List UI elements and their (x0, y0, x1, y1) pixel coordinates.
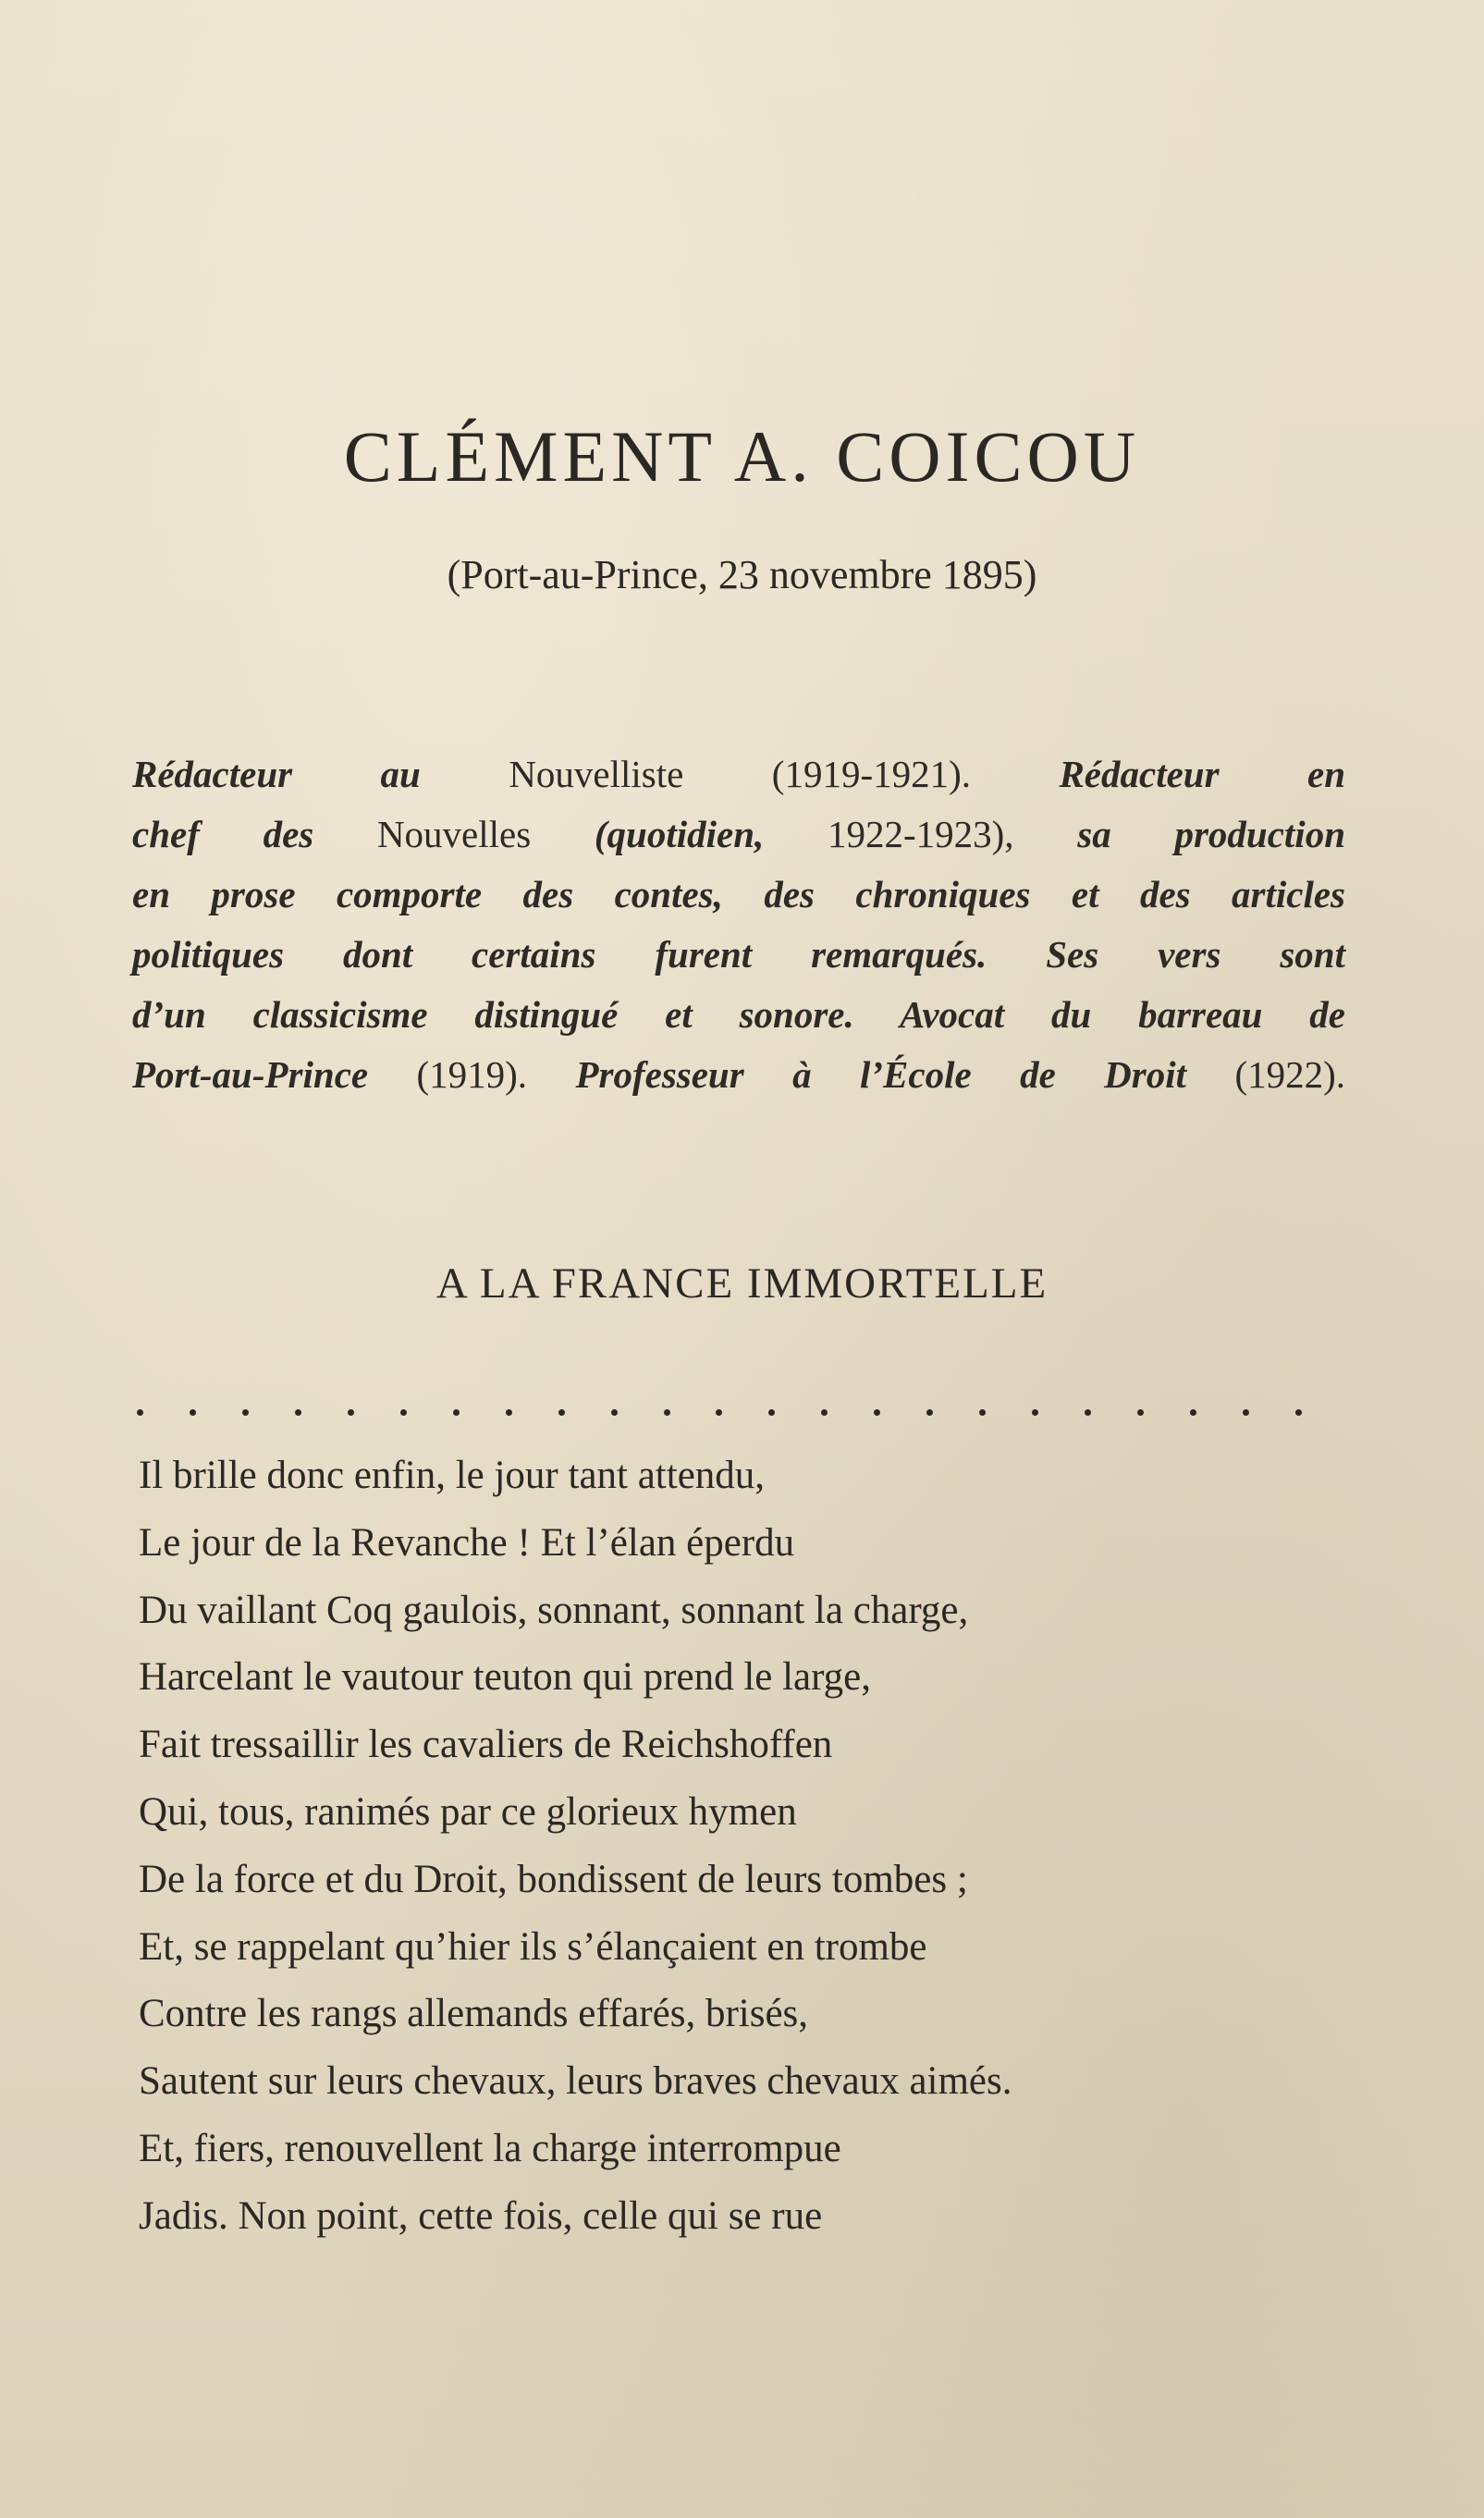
bio-segment: Rédacteur en (971, 753, 1345, 795)
bio-line: en prose comporte des contes, des chroniques et des articles (132, 873, 1345, 915)
ellipsis-dot (558, 1409, 565, 1416)
poem-verse: Contre les rangs allemands effarés, brisés, (139, 1992, 809, 2036)
poem-verse: Et, se rappelant qu’hier ils s’élançaient en trombe (139, 1924, 927, 1969)
poem-verse: Jadis. Non point, cette fois, celle qui se rue (139, 2193, 823, 2238)
poem-verse: Harcelant le vautour teuton qui prend le large, (139, 1655, 872, 1700)
birth-info: (Port-au-Prince, 23 novembre 1895) (447, 552, 1037, 597)
ellipsis-dot (1085, 1409, 1091, 1416)
bio-segment: Port-au-Prince (132, 1053, 417, 1096)
page-title: CLÉMENT A. COICOU (343, 416, 1141, 497)
poem-verse: Le jour de la Revanche ! Et l’élan éperdu (139, 1520, 795, 1565)
bio-segment: (1922). (1234, 1053, 1345, 1096)
bio-segment: (quotidien, (594, 813, 828, 855)
ellipsis-dot (1137, 1409, 1144, 1416)
bio-segment: chef des (132, 813, 377, 855)
poem-verse: De la force et du Droit, bondissent de leurs tombes ; (139, 1857, 968, 1901)
ellipsis-dot (1243, 1409, 1249, 1416)
bio-segment: 1922-1923), (828, 813, 1078, 855)
ellipsis-separator (137, 1398, 1302, 1426)
ellipsis-dot (1190, 1409, 1196, 1416)
ellipsis-dot (242, 1409, 249, 1416)
ellipsis-dot (400, 1409, 407, 1416)
bio-segment: (1919). (416, 1053, 528, 1096)
poem-verse: Qui, tous, ranimés par ce glorieux hymen (139, 1789, 797, 1834)
bio-segment: Professeur à l’École de Droit (527, 1053, 1235, 1096)
ellipsis-dot (506, 1409, 512, 1416)
poem-verses (139, 1443, 1359, 2251)
ellipsis-dot (348, 1409, 354, 1416)
bio-segment: Rédacteur au (132, 753, 509, 795)
bio-segment: Nouvelliste (1919-1921). (509, 753, 971, 795)
ellipsis-dot (664, 1409, 670, 1416)
poem-title: A LA FRANCE IMMORTELLE (435, 1259, 1049, 1308)
bio-segment: Nouvelles (376, 813, 595, 855)
bio-line: politiques dont certains furent remarqués. Ses vers sont (132, 933, 1345, 976)
poem-verse: Fait tressaillir les cavaliers de Reichshoffen (139, 1723, 833, 1767)
ellipsis-dot (611, 1409, 618, 1416)
ellipsis-dot (821, 1409, 828, 1416)
ellipsis-dot (295, 1409, 301, 1416)
ellipsis-dot (979, 1409, 986, 1416)
bio-line (132, 1045, 1345, 1105)
poem-verse: Il brille donc enfin, le jour tant attendu, (139, 1454, 766, 1497)
ellipsis-dot (453, 1409, 460, 1416)
biography-paragraph (132, 744, 1345, 1105)
bio-line (132, 744, 1345, 805)
ellipsis-dot (716, 1409, 722, 1416)
poem-verse: Du vaillant Coq gaulois, sonnant, sonnant la charge, (139, 1588, 969, 1632)
ellipsis-dot (190, 1409, 196, 1416)
bio-segment: sa production (1077, 813, 1345, 855)
bio-line: d’un classicisme distingué et sonore. Avocat du barreau de (132, 993, 1345, 1036)
ellipsis-dot (1295, 1409, 1302, 1416)
poem-verse: Sautent sur leurs chevaux, leurs braves chevaux aimés. (139, 2059, 1012, 2104)
ellipsis-dot (768, 1409, 775, 1416)
ellipsis-dot (137, 1409, 143, 1416)
bio-line (132, 805, 1345, 865)
ellipsis-dot (1032, 1409, 1038, 1416)
ellipsis-dot (874, 1409, 880, 1416)
ellipsis-dot (926, 1409, 933, 1416)
poem-verse: Et, fiers, renouvellent la charge interrompue (139, 2126, 841, 2170)
